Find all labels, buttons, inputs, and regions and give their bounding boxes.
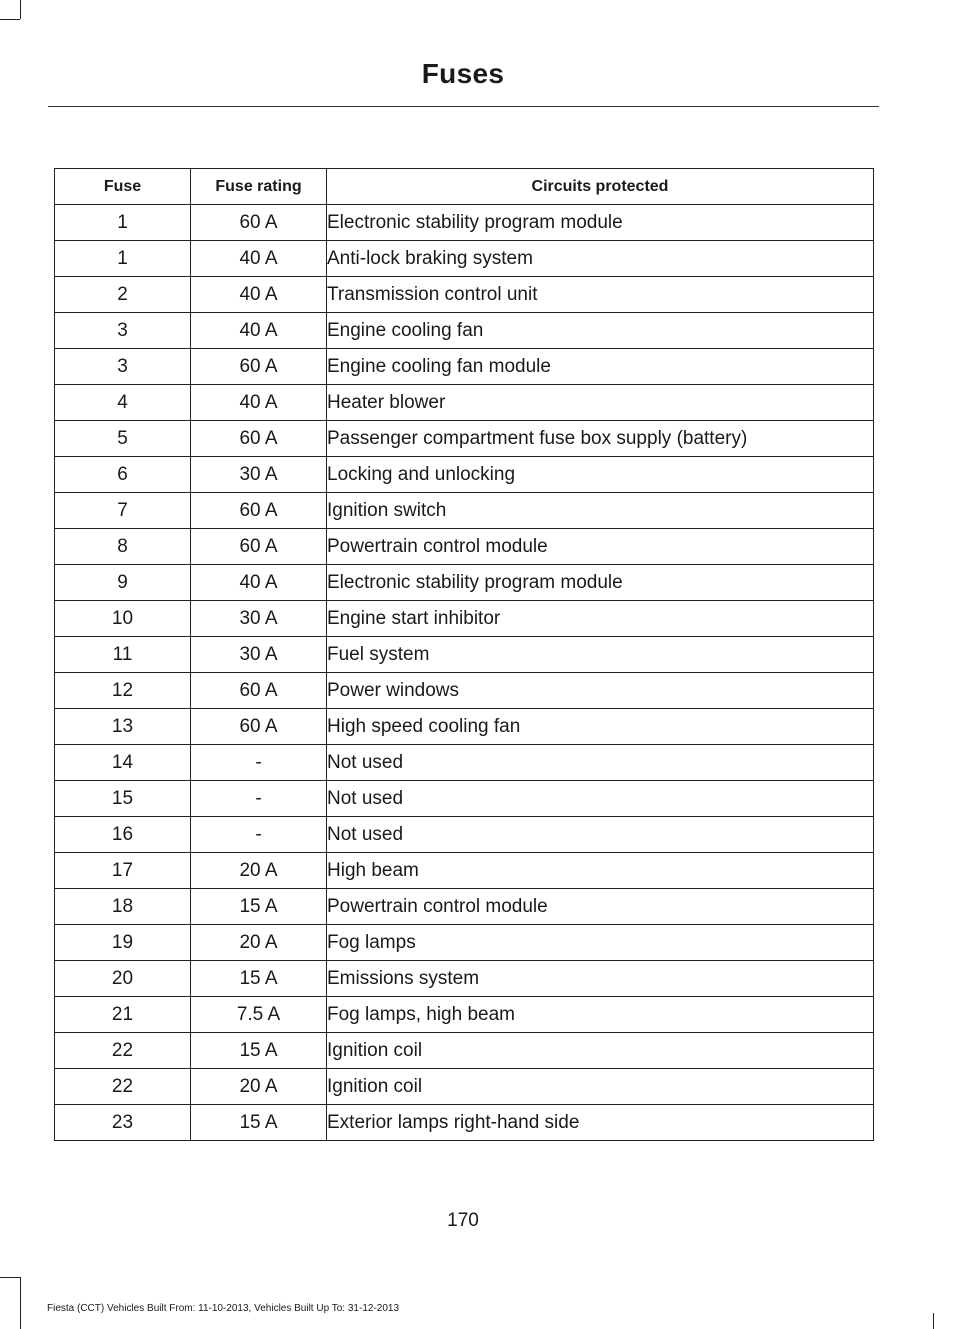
fuse-rating-cell: 30 A bbox=[191, 457, 327, 493]
circuit-cell: Transmission control unit bbox=[327, 277, 874, 313]
fuse-rating-cell: 60 A bbox=[191, 709, 327, 745]
fuse-number-cell: 3 bbox=[55, 349, 191, 385]
fuse-number-cell: 7 bbox=[55, 493, 191, 529]
circuit-cell: Ignition coil bbox=[327, 1033, 874, 1069]
fuse-rating-cell: 15 A bbox=[191, 889, 327, 925]
fuse-number-cell: 22 bbox=[55, 1033, 191, 1069]
crop-mark bbox=[933, 1313, 934, 1329]
table-row bbox=[55, 565, 874, 601]
circuit-cell: Passenger compartment fuse box supply (battery) bbox=[327, 421, 874, 457]
circuit-cell: Fog lamps, high beam bbox=[327, 997, 874, 1033]
fuse-rating-cell: 40 A bbox=[191, 241, 327, 277]
header-fuse: Fuse bbox=[55, 169, 191, 205]
fuse-rating-cell: 15 A bbox=[191, 961, 327, 997]
circuit-cell: Fog lamps bbox=[327, 925, 874, 961]
crop-mark bbox=[20, 1277, 21, 1329]
table-row bbox=[55, 889, 874, 925]
circuit-cell: Not used bbox=[327, 745, 874, 781]
circuit-cell: High speed cooling fan bbox=[327, 709, 874, 745]
table-row bbox=[55, 997, 874, 1033]
circuit-cell: Powertrain control module bbox=[327, 889, 874, 925]
table-body bbox=[55, 205, 874, 1141]
title-rule bbox=[48, 106, 879, 107]
circuit-cell: Engine start inhibitor bbox=[327, 601, 874, 637]
fuse-number-cell: 14 bbox=[55, 745, 191, 781]
table-row bbox=[55, 457, 874, 493]
fuse-number-cell: 10 bbox=[55, 601, 191, 637]
circuit-cell: Powertrain control module bbox=[327, 529, 874, 565]
table-row bbox=[55, 277, 874, 313]
circuit-cell: Anti-lock braking system bbox=[327, 241, 874, 277]
page-number: 170 bbox=[447, 1210, 479, 1231]
fuse-number-cell: 12 bbox=[55, 673, 191, 709]
fuse-number-cell: 16 bbox=[55, 817, 191, 853]
fuse-table bbox=[54, 168, 874, 1141]
fuse-number-cell: 20 bbox=[55, 961, 191, 997]
fuse-number-cell: 23 bbox=[55, 1105, 191, 1141]
fuse-number-cell: 19 bbox=[55, 925, 191, 961]
fuse-rating-cell: 15 A bbox=[191, 1105, 327, 1141]
fuse-rating-cell: 40 A bbox=[191, 385, 327, 421]
circuit-cell: Ignition coil bbox=[327, 1069, 874, 1105]
fuse-rating-cell: 20 A bbox=[191, 925, 327, 961]
circuit-cell: Locking and unlocking bbox=[327, 457, 874, 493]
fuse-number-cell: 4 bbox=[55, 385, 191, 421]
table-row bbox=[55, 1033, 874, 1069]
fuse-number-cell: 5 bbox=[55, 421, 191, 457]
table-row bbox=[55, 529, 874, 565]
header-fuse-rating: Fuse rating bbox=[191, 169, 327, 205]
page-title: Fuses bbox=[421, 58, 505, 89]
fuse-number-cell: 1 bbox=[55, 241, 191, 277]
fuse-number-cell: 11 bbox=[55, 637, 191, 673]
fuse-number-cell: 9 bbox=[55, 565, 191, 601]
table-row bbox=[55, 817, 874, 853]
table-row bbox=[55, 709, 874, 745]
fuse-number-cell: 2 bbox=[55, 277, 191, 313]
fuse-rating-cell: 7.5 A bbox=[191, 997, 327, 1033]
table-header-row bbox=[55, 169, 874, 205]
table-row bbox=[55, 853, 874, 889]
table-row bbox=[55, 493, 874, 529]
table-row bbox=[55, 745, 874, 781]
fuse-rating-cell: 15 A bbox=[191, 1033, 327, 1069]
fuse-number-cell: 8 bbox=[55, 529, 191, 565]
circuit-cell: Electronic stability program module bbox=[327, 565, 874, 601]
table-row bbox=[55, 421, 874, 457]
circuit-cell: Electronic stability program module bbox=[327, 205, 874, 241]
fuse-number-cell: 21 bbox=[55, 997, 191, 1033]
table-row bbox=[55, 205, 874, 241]
fuse-rating-cell: 40 A bbox=[191, 277, 327, 313]
fuse-number-cell: 13 bbox=[55, 709, 191, 745]
fuse-rating-cell: 60 A bbox=[191, 205, 327, 241]
fuse-rating-cell: - bbox=[191, 745, 327, 781]
fuse-rating-cell: 60 A bbox=[191, 349, 327, 385]
fuse-number-cell: 17 bbox=[55, 853, 191, 889]
circuit-cell: Exterior lamps right-hand side bbox=[327, 1105, 874, 1141]
circuit-cell: Emissions system bbox=[327, 961, 874, 997]
table-row bbox=[55, 601, 874, 637]
table-row bbox=[55, 673, 874, 709]
header-circuits-protected: Circuits protected bbox=[327, 169, 874, 205]
circuit-cell: Ignition switch bbox=[327, 493, 874, 529]
fuse-number-cell: 15 bbox=[55, 781, 191, 817]
fuse-number-cell: 22 bbox=[55, 1069, 191, 1105]
fuse-number-cell: 18 bbox=[55, 889, 191, 925]
table-row bbox=[55, 349, 874, 385]
fuse-rating-cell: 60 A bbox=[191, 673, 327, 709]
fuse-rating-cell: - bbox=[191, 781, 327, 817]
fuse-number-cell: 3 bbox=[55, 313, 191, 349]
crop-mark bbox=[0, 19, 20, 20]
fuse-rating-cell: 40 A bbox=[191, 313, 327, 349]
table-row bbox=[55, 385, 874, 421]
circuit-cell: Engine cooling fan module bbox=[327, 349, 874, 385]
fuse-rating-cell: 60 A bbox=[191, 529, 327, 565]
table-row bbox=[55, 313, 874, 349]
table-row bbox=[55, 1105, 874, 1141]
fuse-rating-cell: 20 A bbox=[191, 853, 327, 889]
fuse-rating-cell: 40 A bbox=[191, 565, 327, 601]
table-row bbox=[55, 961, 874, 997]
fuse-rating-cell: 30 A bbox=[191, 601, 327, 637]
circuit-cell: Heater blower bbox=[327, 385, 874, 421]
table-row bbox=[55, 637, 874, 673]
circuit-cell: Power windows bbox=[327, 673, 874, 709]
table-row bbox=[55, 241, 874, 277]
fuse-number-cell: 1 bbox=[55, 205, 191, 241]
table-row bbox=[55, 781, 874, 817]
table-row bbox=[55, 925, 874, 961]
fuse-number-cell: 6 bbox=[55, 457, 191, 493]
table-row bbox=[55, 1069, 874, 1105]
circuit-cell: High beam bbox=[327, 853, 874, 889]
circuit-cell: Not used bbox=[327, 817, 874, 853]
circuit-cell: Fuel system bbox=[327, 637, 874, 673]
fuse-rating-cell: 60 A bbox=[191, 421, 327, 457]
circuit-cell: Not used bbox=[327, 781, 874, 817]
footer-text: Fiesta (CCT) Vehicles Built From: 11-10-2013, Vehicles Built Up To: 31-12-2013 bbox=[47, 1303, 400, 1314]
fuse-rating-cell: 60 A bbox=[191, 493, 327, 529]
crop-mark bbox=[0, 1277, 20, 1278]
fuse-rating-cell: 30 A bbox=[191, 637, 327, 673]
fuse-rating-cell: - bbox=[191, 817, 327, 853]
crop-mark bbox=[20, 0, 21, 19]
circuit-cell: Engine cooling fan bbox=[327, 313, 874, 349]
fuse-rating-cell: 20 A bbox=[191, 1069, 327, 1105]
